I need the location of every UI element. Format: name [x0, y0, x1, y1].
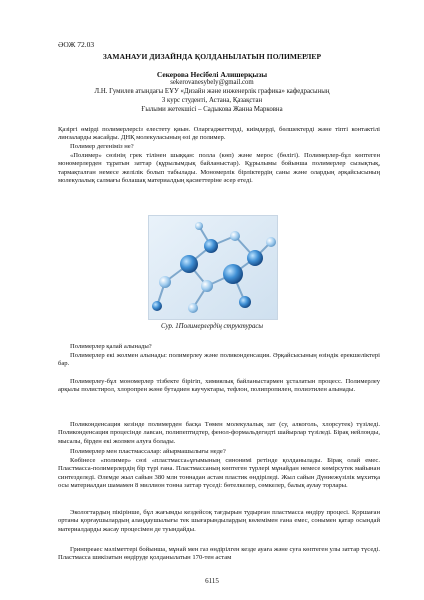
heading-how-obtained: Полимерлер қалай алынады? — [70, 343, 152, 350]
paragraph-two-methods: Полимерлер екі жолмен алынады: полимерлеу және поликонденсация. Әрқайсысының өзіндік ерекшеліктері бар. — [58, 352, 380, 368]
article-title: ЗАМАНАУИ ДИЗАЙНДА ҚОЛДАНЫЛАТЫН ПОЛИМЕРЛЕР — [102, 52, 322, 61]
paragraph-greenpeace: Гринпреаес мәліметтері бойынша, мұнай мен газ өндірілген кезде ауаға және суға көптеген улы заттар түседі. Пластмасса шикізатын өндіруде қолданылатын 170-тен астам — [58, 546, 380, 562]
paragraph-ecology: Экологтардың пікірінше, бұл жағымды кездейсоқ тағдырын тудырған пластмасса өндіру процесі. Қоршаған ортаны қорғаушылардың алаңдаушылығы тек шығарындылардың көлемімен ғана емес, сонымен қатар осындай материалдарды жасау процесімен де туындайды. — [58, 509, 380, 533]
author-name: Секерова Несібелі Алишерқызы — [156, 70, 268, 79]
udc-code: ӘОЖ 72.03 — [58, 40, 95, 49]
heading-polymers-vs-plastics: Полимерлер мен пластмассалар: айырмашылығы неде? — [70, 448, 226, 455]
paragraph-polymerization: Полимерлеу-бұл мономерлер тізбекте бірігіп, химиялық байланыстармен ұсталатын процесс. Полимерлеу арқылы полистирол, хлоропрен және бутадиен каучуктары, тефлон, полипропилен, полиэтилен алынады. — [58, 378, 380, 394]
heading-what-is-polymer: Полимер дегеніміз не? — [70, 143, 134, 150]
paragraph-polymer-definition: «Полимер» сөзінің грек тілінен шыққан: полла (көп) және мерос (бөлігі). Полимерлер-бұл көптеген мономерлерден тұратын заттар (құрылымдық байланыстар). Құрылымы бойынша полимерлер сызықтық, тармақталған немесе желілік болып табылады. Мономерлік бірліктердің саны және олардың әрқайсысының молекулалық салмағы болашақ материалдың қасиеттеріне әсер етеді. — [58, 152, 380, 185]
paragraph-intro: Қазіргі өмірді полимерлерсіз елестету қиын. Оларгаджеттерді, киімдерді, бөлшектерді және тіпті контактілі линзаларды жасайды. ДНҚ молекуласының өзі де полимер. — [58, 126, 380, 142]
author-email: sekerovanesybely@gmail.com — [170, 79, 254, 86]
figure-caption: Сур. 1Полимерлердің структурасы — [161, 323, 263, 330]
supervisor: Ғылыми жетекшісі – Садыкова Жанна Марковна — [141, 106, 283, 113]
student-info: 3 курс студенті, Астана, Қазақстан — [161, 97, 263, 104]
molecule-structure-image — [148, 215, 278, 320]
paragraph-plastics: Көбінесе «полимер» сөзі «пластмасса»ұғымының синонимі ретінде қолданылады. Бірақ олай емес. Пластмасса-полимерлердің бір түрі ғана. Пластмассаның көптеген түрлері мұнайдан немесе көмірсутек майынан синтезделеді. Әлемде жыл сайын 380 млн тоннадан астам пластик өндіріледі. Жыл сайын Дүниежүзілік мұхитқа осы материалдан шамамен 8 миллион тонна заттар түседі: бөтелкелер, сөмкелер, балық аулау торлары. — [58, 457, 380, 490]
page-number: 6115 — [205, 577, 219, 585]
paragraph-polycondensation: Поликонденсация кезінде полимерден басқа Төмен молекулалық зат (су, алкоголь, хлорсутек) түзіледі. Поликонденсация процесінде лавсан, полипептидтер, фенол-формальдегидті шайырлар түзіледі. Бірақ нейлонды, мысалы, бірден екі жолмен алуға болады. — [58, 421, 380, 445]
affiliation: Л.Н. Гумилев атындағы ЕҰУ «Дизайн және инженерлік графика» кафедрасының — [94, 88, 330, 95]
